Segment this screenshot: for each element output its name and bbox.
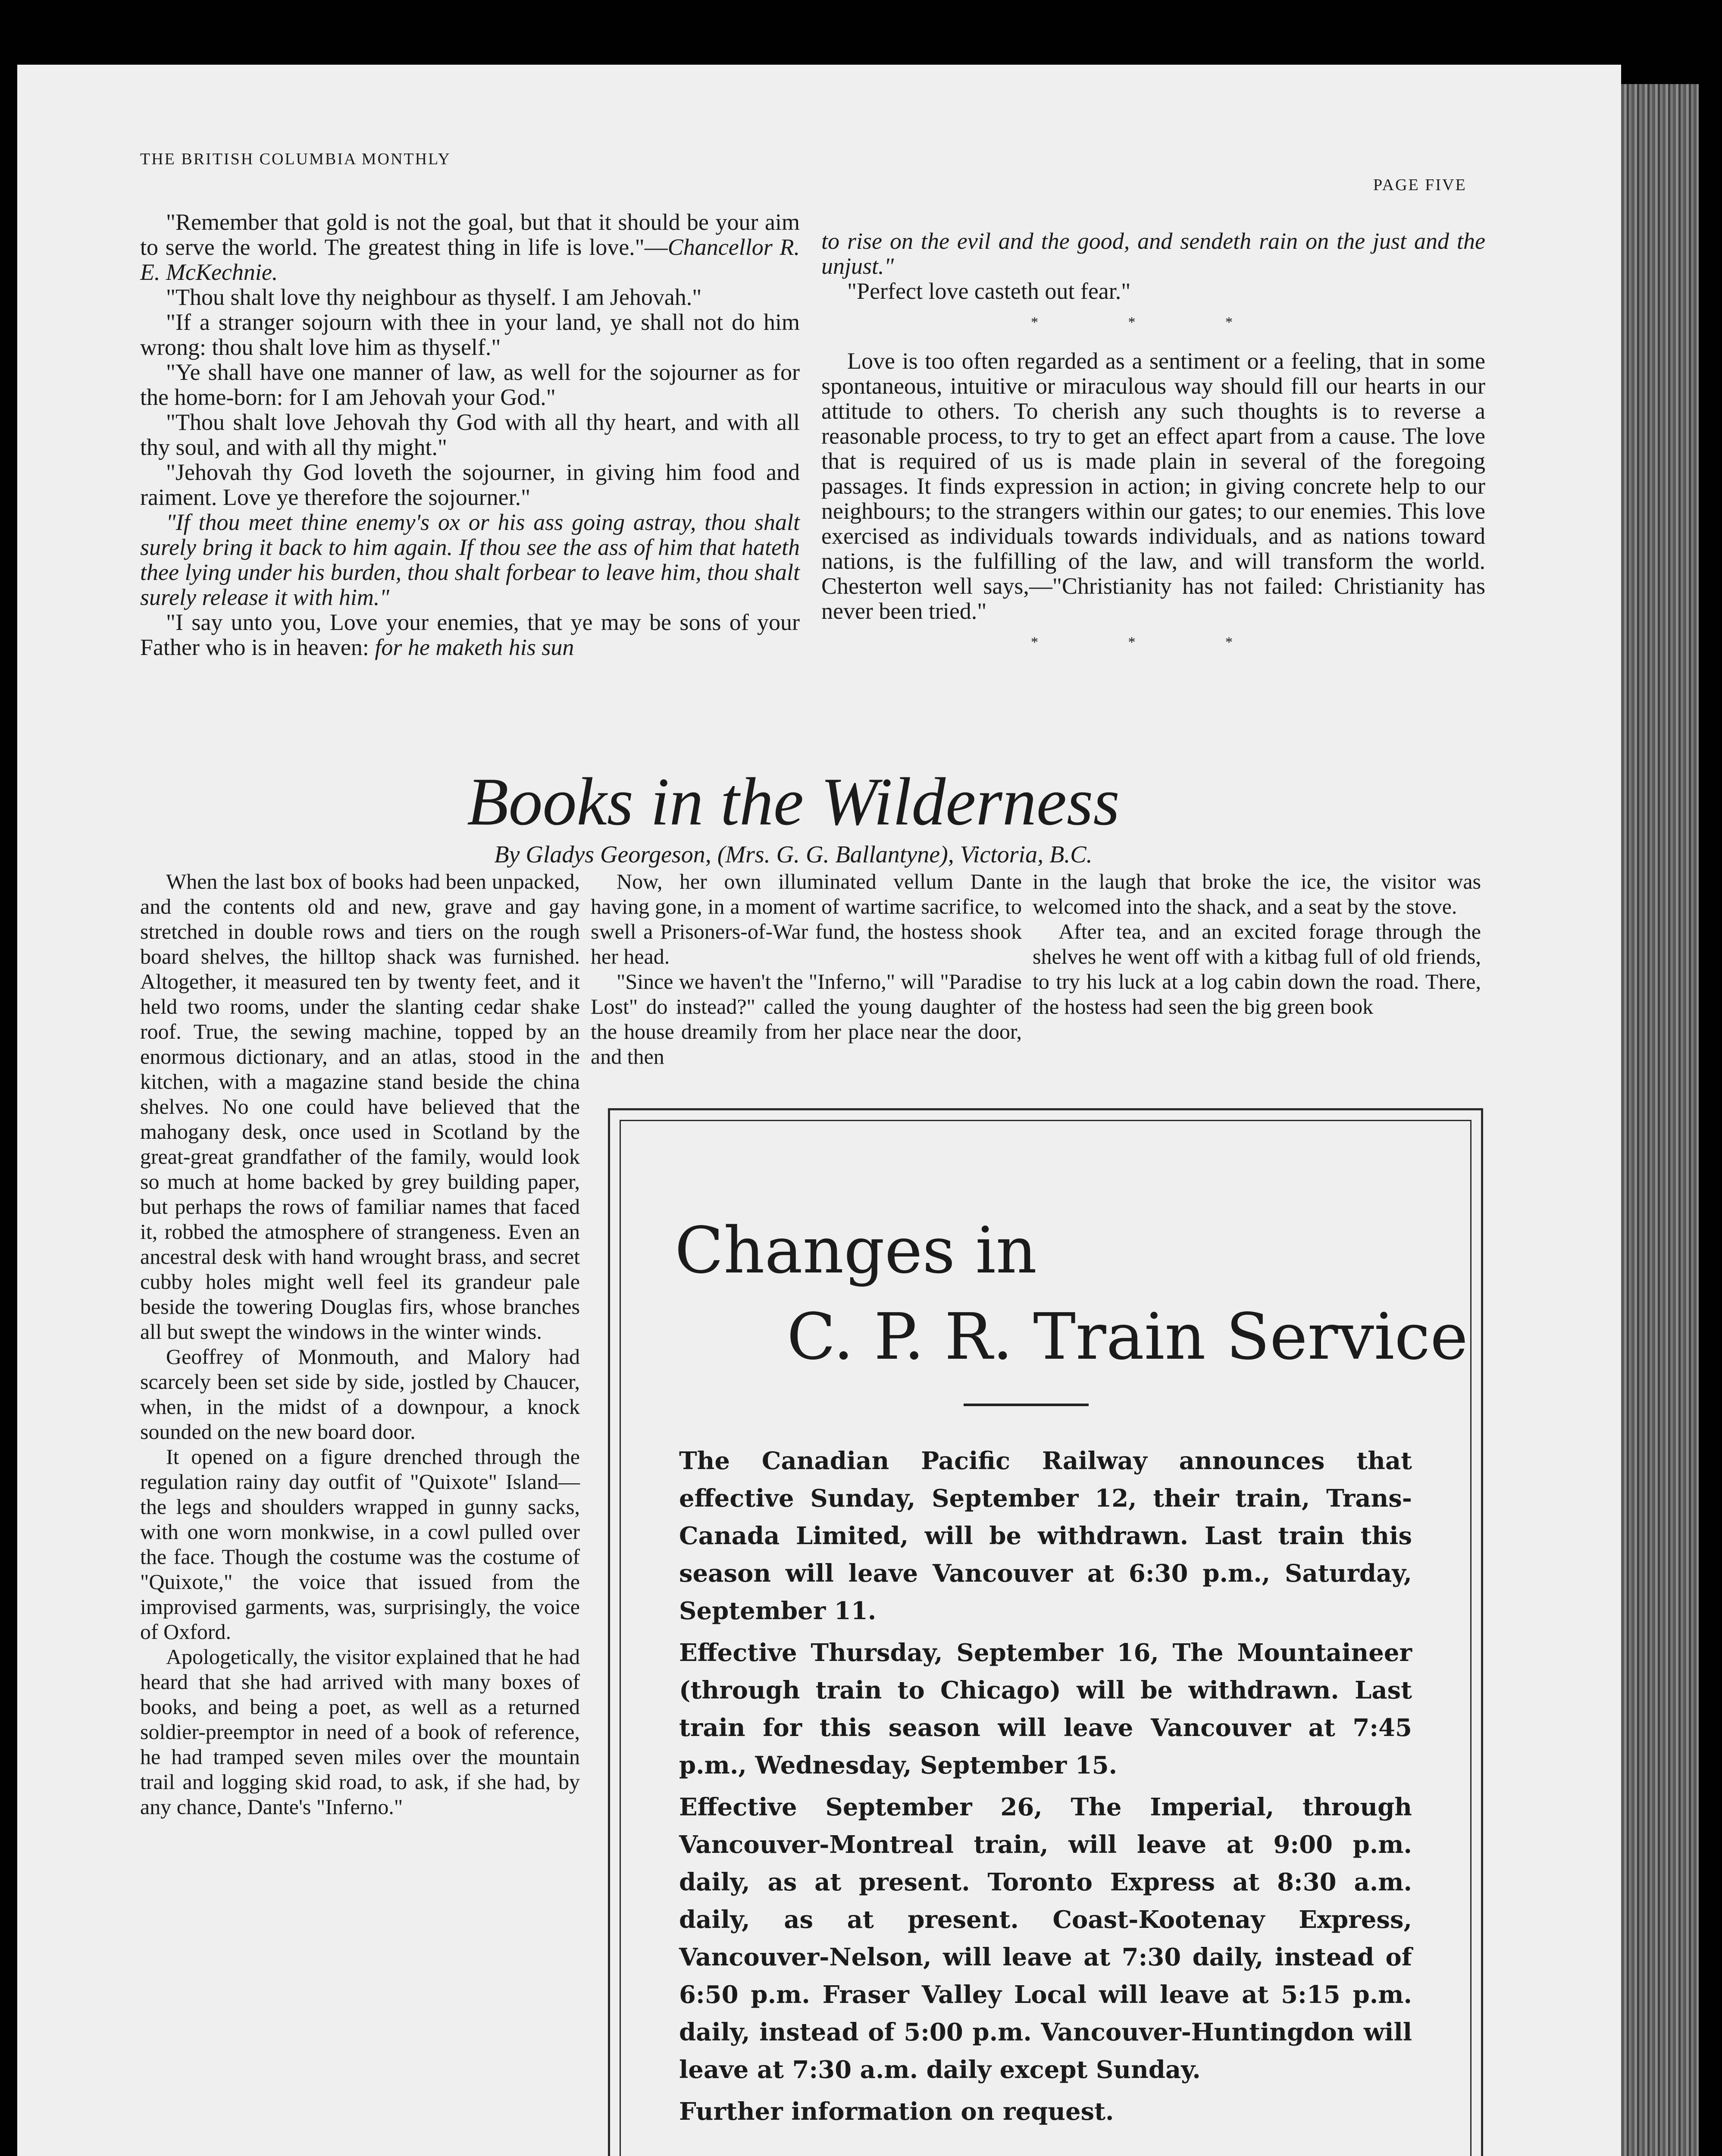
cpr-advertisement — [608, 1108, 1483, 2156]
quote-continuation: to rise on the evil and the good, and sendeth rain on the just and the unjust." — [821, 228, 1485, 279]
ad-heading-line-1: Changes in — [675, 1213, 1037, 1288]
ad-body — [679, 1442, 1412, 2135]
article-paragraph: Apologetically, the visitor explained that he had heard that she had arrived with many boxes of books, and being a poet, as well as a returned soldier-preemptor in need of a book of reference, he had tramped seven miles over the mountain trail and logging skid road, to ask, if she had, by any chance, Dante's "Inferno." — [140, 1645, 580, 1819]
quotation-paragraph — [140, 460, 800, 510]
quotation-text: "Thou shalt love thy neighbour as thyself. I am Jehovah." — [166, 284, 702, 310]
quotation-paragraph — [140, 310, 800, 360]
quotation-text: "If a stranger sojourn with thee in your land, ye shall not do him wrong: thou shalt love him as thyself." — [140, 309, 800, 360]
magazine-page — [17, 65, 1621, 2156]
quotations-column — [140, 210, 800, 660]
quotation-paragraph — [140, 360, 800, 410]
article-byline: By Gladys Georgeson, (Mrs. G. G. Ballantyne), Victoria, B.C. — [494, 841, 1093, 868]
quotation-text: "Ye shall have one manner of law, as well for the sojourner as for the home-born: for I am Jehovah your God." — [140, 359, 800, 410]
article-paragraph: in the laugh that broke the ice, the visitor was welcomed into the shack, and a seat by the stove. — [1033, 869, 1481, 918]
article-title: Books in the Wilderness — [467, 764, 1120, 840]
quotation-text: for he maketh his sun — [375, 634, 574, 660]
ad-paragraph: Further information on request. — [679, 2097, 1114, 2126]
article-paragraph: After tea, and an excited forage through the shelves he went off with a kitbag full of old friends, to try his luck at a log cabin down the road. There, the hostess had seen the big green book — [1033, 919, 1481, 1018]
section-divider: * * * — [1031, 314, 1276, 330]
ad-paragraph: The Canadian Pacific Railway announces that effective Sunday, September 12, their train, Trans-Canada Limited, will be withdrawn. Last train this season will leave Vancouver at 6:30 p.m., Saturday, September 11. — [679, 1447, 1412, 1625]
page-number: PAGE FIVE — [1373, 176, 1467, 194]
quotation-text: "Jehovah thy God loveth the sojourner, in giving him food and raiment. Love ye therefore the sojourner." — [140, 459, 800, 510]
quotation-text: "I say unto you, Love your enemies, that ye may be sons of your Father who is in heaven: — [140, 609, 800, 660]
love-paragraph: Love is too often regarded as a sentiment or a feeling, that in some spontaneous, intuitive or miraculous way should fill our hearts in our attitude to others. To cherish any such thoughts is to reverse a reasonable process, to try to get an effect apart from a cause. The love that is required of us is made plain in several of the foregoing passages. It finds expression in action; in giving concrete help to our neighbours; to the strangers within our gates; to our enemies. This love exercised as individuals towards individuals, and as nations toward nations, is the fulfilling of the law, and will transform the world. Chesterton well says,—"Christianity has not failed: Christianity has never been tried." — [821, 348, 1485, 624]
quotation-text: "Thou shalt love Jehovah thy God with all thy heart, and with all thy soul, and with all thy might." — [140, 409, 800, 460]
quotation-text: "Remember that gold is not the goal, but that it should be your aim to serve the world. The greatest thing in life is love."— — [140, 209, 800, 260]
quote-perfect-love: "Perfect love casteth out fear." — [847, 278, 1131, 304]
ad-paragraph: Effective Thursday, September 16, The Mountaineer (through train to Chicago) will be withdrawn. Last train for this season will leave Vancouver at 7:45 p.m., Wednesday, September 15. — [679, 1639, 1412, 1780]
article-paragraph: Now, her own illuminated vellum Dante having gone, in a moment of wartime sacrifice, to swell a Prisoners-of-War fund, the hostess shook her head. — [591, 869, 1022, 968]
quotation-paragraph — [140, 410, 800, 460]
commentary-column — [821, 229, 1485, 668]
section-divider: * * * — [1031, 634, 1276, 650]
quotation-paragraph — [140, 610, 800, 660]
quotation-paragraph — [140, 510, 800, 610]
article-column-3 — [1033, 869, 1481, 1019]
running-header: THE BRITISH COLUMBIA MONTHLY — [140, 150, 451, 168]
article-paragraph: When the last box of books had been unpacked, and the contents old and new, grave and gay stretched in double rows and tiers on the rough board shelves, the hilltop shack was furnished. Altogether, it measured ten by twenty feet, and it held two rooms, under the slanting cedar shake roof. True, the sewing machine, topped by an enormous dictionary, and an atlas, stood in the kitchen, with a magazine stand beside the china shelves. No one could have believed that the mahogany desk, once used in Scotland by the great-great grandfather of the family, would look so much at home backed by grey building paper, but perhaps the rows of familiar names that faced it, robbed the atmosphere of strangeness. Even an ancestral desk with hand wrought brass, and secret cubby holes might well feel its grandeur pale beside the towering Douglas firs, whose branches all but swept the windows in the winter winds. — [140, 869, 580, 1344]
article-paragraph: Geoffrey of Monmouth, and Malory had scarcely been set side by side, jostled by Chaucer, when, in the midst of a downpour, a knock sounded on the new board door. — [140, 1344, 580, 1444]
ad-divider-rule — [964, 1404, 1089, 1406]
article-paragraph: It opened on a figure drenched through the regulation rainy day outfit of "Quixote" Island—the legs and shoulders wrapped in gunny sacks, with one worn monkwise, in a cowl pulled over the face. Though the costume was the costume of "Quixote," the voice that issued from the improvised garments, was, surprisingly, the voice of Oxford. — [140, 1445, 580, 1644]
ad-heading-line-2: C. P. R. Train Service — [787, 1300, 1468, 1374]
quotation-paragraph — [140, 210, 800, 285]
quotation-paragraph — [140, 285, 800, 310]
article-column-1 — [140, 869, 580, 1819]
quotation-text: Chancellor R. E. McKechnie. — [140, 234, 800, 285]
article-column-2 — [591, 869, 1022, 1069]
quotation-text: "If thou meet thine enemy's ox or his ass going astray, thou shalt surely bring it back to him again. If thou see the ass of him that hateth thee lying under his burden, thou shalt forbear to leave him, thou shalt surely release it with him." — [140, 509, 800, 610]
ad-paragraph: Effective September 26, The Imperial, through Vancouver-Montreal train, will leave at 9:00 p.m. daily, as at present. Toronto Express at 8:30 a.m. daily, as at present. Coast-Kootenay Express, Vancouver-Nelson, will leave at 7:30 daily, instead of 6:50 p.m. Fraser Valley Local will leave at 5:15 p.m. daily, instead of 5:00 p.m. Vancouver-Huntingdon will leave at 7:30 a.m. daily except Sunday. — [679, 1793, 1412, 2084]
article-paragraph: "Since we haven't the "Inferno," will "Paradise Lost" do instead?" called the young daughter of the house dreamily from her place near the door, and then — [591, 969, 1022, 1069]
book-page-edges — [1621, 84, 1699, 2156]
